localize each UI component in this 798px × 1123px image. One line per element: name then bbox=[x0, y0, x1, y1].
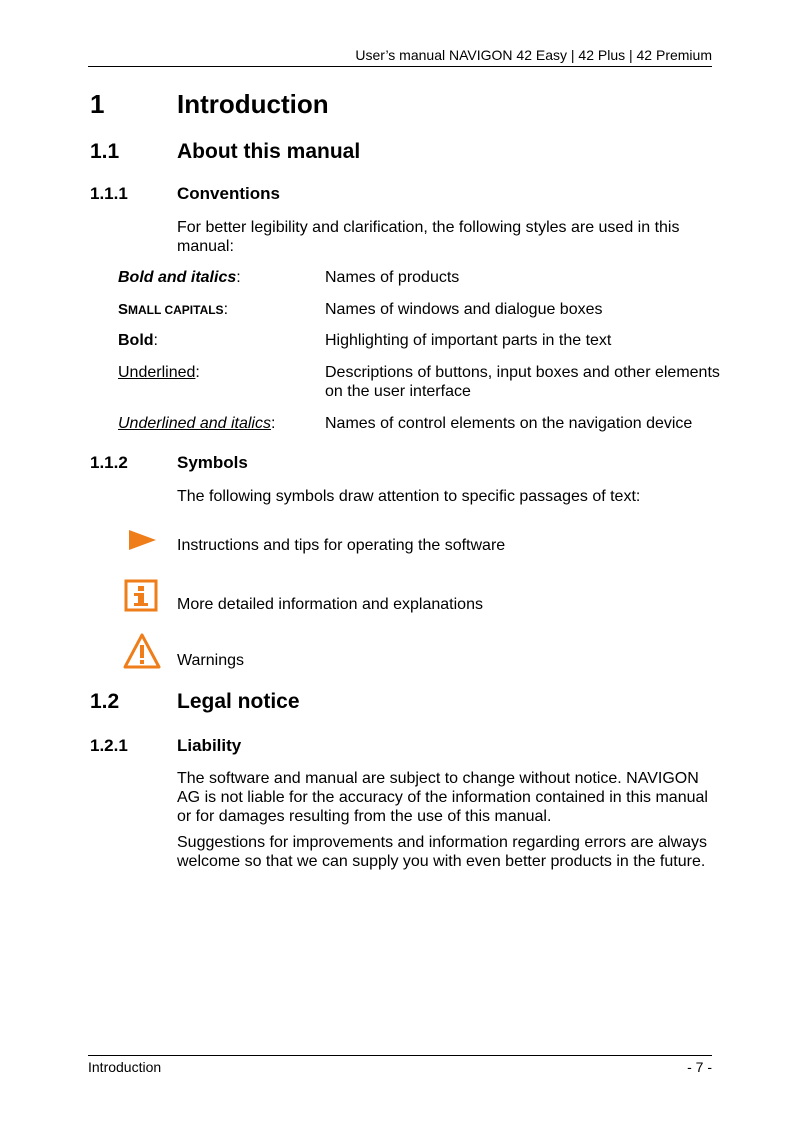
section-number: 1.2.1 bbox=[90, 736, 128, 755]
convention-term-bold: Bold: bbox=[118, 332, 158, 349]
section-title: Conventions bbox=[177, 184, 280, 203]
convention-desc: Descriptions of buttons, input boxes and other elements on the user interface bbox=[325, 364, 720, 400]
chapter-number: 1 bbox=[90, 89, 105, 119]
section-title: About this manual bbox=[177, 140, 361, 163]
section-title: Symbols bbox=[177, 453, 248, 472]
section-number: 1.1.2 bbox=[90, 453, 128, 472]
page-header bbox=[88, 46, 712, 67]
convention-desc: Names of windows and dialogue boxes bbox=[325, 301, 603, 318]
section-number: 1.2 bbox=[90, 690, 120, 713]
symbols-intro: The following symbols draw attention to specific passages of text: bbox=[177, 488, 641, 505]
convention-term-small-caps: SMALL CAPITALS: bbox=[118, 301, 229, 318]
info-icon bbox=[124, 579, 158, 612]
symbol-text-information: More detailed information and explanations bbox=[177, 596, 483, 613]
section-number: 1.1 bbox=[90, 140, 120, 163]
warning-icon bbox=[122, 632, 162, 670]
section-title: Liability bbox=[177, 736, 242, 755]
symbol-text-warnings: Warnings bbox=[177, 652, 244, 669]
convention-term-bold-italics: Bold and italics: bbox=[118, 269, 241, 286]
convention-term-underlined: Underlined: bbox=[118, 364, 200, 381]
convention-desc: Names of control elements on the navigation device bbox=[325, 415, 693, 432]
convention-term-underlined-italics: Underlined and italics: bbox=[118, 415, 276, 432]
arrow-icon bbox=[127, 529, 157, 551]
section-title: Legal notice bbox=[177, 690, 300, 713]
symbol-text-instructions: Instructions and tips for operating the software bbox=[177, 537, 506, 554]
section-number: 1.1.1 bbox=[90, 184, 128, 203]
convention-desc: Highlighting of important parts in the text bbox=[325, 332, 612, 349]
page-number: - 7 - bbox=[687, 1059, 712, 1075]
chapter-title: Introduction bbox=[177, 89, 329, 119]
footer-section: Introduction bbox=[88, 1059, 162, 1075]
liability-paragraph-1: The software and manual are subject to change without notice. NAVIGON AG is not liable for the accuracy of the information contained in this manual or for damages resulting from the use of this manual. bbox=[177, 770, 708, 825]
liability-paragraph-2: Suggestions for improvements and information regarding errors are always welcome so that we can supply you with even better products in the future. bbox=[177, 834, 708, 870]
convention-desc: Names of products bbox=[325, 269, 460, 286]
page-footer bbox=[88, 1055, 712, 1076]
conventions-intro: For better legibility and clarification, the following styles are used in this manual: bbox=[177, 219, 680, 255]
header-title: User’s manual NAVIGON 42 Easy | 42 Plus | 42 Premium bbox=[355, 47, 712, 63]
